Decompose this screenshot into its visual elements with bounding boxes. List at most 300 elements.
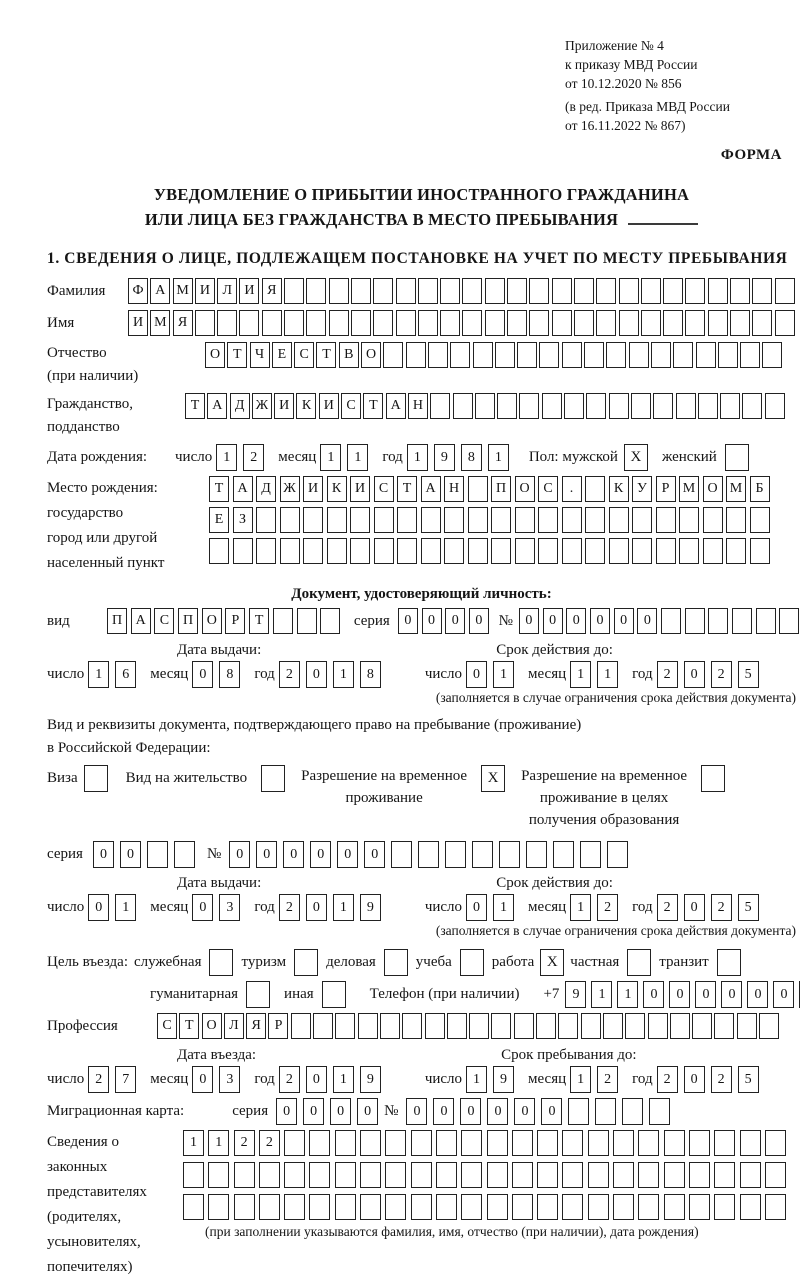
identity-valid-day-cells[interactable] <box>466 661 520 688</box>
char-cell[interactable]: 0 <box>283 841 304 868</box>
char-cell[interactable] <box>495 342 515 368</box>
char-cell[interactable]: 1 <box>466 1066 487 1093</box>
char-cell[interactable] <box>562 507 582 533</box>
char-cell[interactable]: 0 <box>695 981 716 1008</box>
char-cell[interactable] <box>619 278 639 304</box>
char-cell[interactable] <box>641 278 661 304</box>
char-cell[interactable] <box>765 1130 786 1156</box>
char-cell[interactable]: 0 <box>192 1066 213 1093</box>
citizenship-cells[interactable] <box>185 393 787 419</box>
char-cell[interactable]: 0 <box>773 981 794 1008</box>
char-cell[interactable]: 0 <box>303 1098 324 1125</box>
birth-place-cells-1[interactable] <box>209 476 773 502</box>
char-cell[interactable]: 0 <box>192 894 213 921</box>
char-cell[interactable] <box>581 1013 601 1039</box>
migration-number-cells[interactable] <box>406 1098 676 1125</box>
char-cell[interactable] <box>183 1162 204 1188</box>
char-cell[interactable] <box>574 310 594 336</box>
char-cell[interactable]: 0 <box>684 661 705 688</box>
char-cell[interactable]: А <box>386 393 406 419</box>
char-cell[interactable]: 0 <box>669 981 690 1008</box>
char-cell[interactable]: Ф <box>128 278 148 304</box>
char-cell[interactable] <box>708 608 728 634</box>
char-cell[interactable] <box>514 1013 534 1039</box>
char-cell[interactable] <box>453 393 473 419</box>
char-cell[interactable] <box>519 393 539 419</box>
char-cell[interactable]: Л <box>217 278 237 304</box>
char-cell[interactable] <box>360 1162 381 1188</box>
purpose-study-checkbox[interactable] <box>460 949 484 976</box>
char-cell[interactable] <box>233 538 253 564</box>
char-cell[interactable] <box>391 841 412 868</box>
char-cell[interactable]: 0 <box>256 841 277 868</box>
char-cell[interactable] <box>542 393 562 419</box>
char-cell[interactable] <box>461 1194 482 1220</box>
char-cell[interactable] <box>385 1130 406 1156</box>
representatives-cells-1[interactable] <box>183 1130 790 1156</box>
char-cell[interactable] <box>703 507 723 533</box>
residence-issue-day-cells[interactable] <box>88 894 142 921</box>
char-cell[interactable] <box>537 1194 558 1220</box>
char-cell[interactable] <box>585 538 605 564</box>
char-cell[interactable]: 2 <box>88 1066 109 1093</box>
char-cell[interactable]: 0 <box>276 1098 297 1125</box>
char-cell[interactable] <box>538 538 558 564</box>
residence-valid-month-cells[interactable] <box>570 894 624 921</box>
gender-female-checkbox[interactable] <box>725 444 749 471</box>
char-cell[interactable] <box>664 1162 685 1188</box>
char-cell[interactable] <box>762 342 782 368</box>
char-cell[interactable] <box>487 1130 508 1156</box>
char-cell[interactable]: 1 <box>597 661 618 688</box>
char-cell[interactable] <box>585 476 605 502</box>
char-cell[interactable] <box>759 1013 779 1039</box>
char-cell[interactable]: И <box>195 278 215 304</box>
char-cell[interactable]: 0 <box>514 1098 535 1125</box>
char-cell[interactable]: 2 <box>657 1066 678 1093</box>
char-cell[interactable] <box>461 1130 482 1156</box>
char-cell[interactable]: 5 <box>738 661 759 688</box>
char-cell[interactable] <box>239 310 259 336</box>
char-cell[interactable] <box>607 841 628 868</box>
char-cell[interactable] <box>588 1162 609 1188</box>
residence-issue-month-cells[interactable] <box>192 894 246 921</box>
char-cell[interactable] <box>358 1013 378 1039</box>
char-cell[interactable]: И <box>303 476 323 502</box>
char-cell[interactable] <box>436 1194 457 1220</box>
char-cell[interactable] <box>350 538 370 564</box>
char-cell[interactable]: 0 <box>469 608 489 634</box>
char-cell[interactable] <box>726 538 746 564</box>
char-cell[interactable]: 0 <box>306 894 327 921</box>
char-cell[interactable]: 0 <box>406 1098 427 1125</box>
char-cell[interactable] <box>775 310 795 336</box>
char-cell[interactable] <box>335 1013 355 1039</box>
char-cell[interactable]: 0 <box>229 841 250 868</box>
char-cell[interactable] <box>259 1194 280 1220</box>
char-cell[interactable] <box>596 278 616 304</box>
char-cell[interactable]: 9 <box>493 1066 514 1093</box>
entry-month-cells[interactable] <box>192 1066 246 1093</box>
char-cell[interactable]: М <box>173 278 193 304</box>
char-cell[interactable]: М <box>150 310 170 336</box>
char-cell[interactable] <box>737 1013 757 1039</box>
char-cell[interactable]: А <box>150 278 170 304</box>
char-cell[interactable] <box>708 310 728 336</box>
char-cell[interactable] <box>380 1013 400 1039</box>
char-cell[interactable] <box>217 310 237 336</box>
char-cell[interactable] <box>750 538 770 564</box>
temp-residence-education-checkbox[interactable] <box>701 765 725 792</box>
char-cell[interactable] <box>195 310 215 336</box>
char-cell[interactable] <box>648 1013 668 1039</box>
identity-issue-year-cells[interactable] <box>279 661 387 688</box>
char-cell[interactable] <box>208 1194 229 1220</box>
char-cell[interactable]: 1 <box>115 894 136 921</box>
char-cell[interactable] <box>499 841 520 868</box>
char-cell[interactable]: 1 <box>333 661 354 688</box>
char-cell[interactable] <box>335 1130 356 1156</box>
char-cell[interactable] <box>670 1013 690 1039</box>
char-cell[interactable] <box>676 393 696 419</box>
surname-cells[interactable] <box>128 278 797 304</box>
char-cell[interactable]: О <box>202 608 222 634</box>
char-cell[interactable] <box>679 538 699 564</box>
char-cell[interactable] <box>537 1162 558 1188</box>
char-cell[interactable]: 0 <box>192 661 213 688</box>
char-cell[interactable] <box>350 507 370 533</box>
char-cell[interactable] <box>685 278 705 304</box>
char-cell[interactable] <box>562 1130 583 1156</box>
char-cell[interactable]: 5 <box>738 894 759 921</box>
birth-place-cells-2[interactable] <box>209 507 773 533</box>
char-cell[interactable]: Е <box>209 507 229 533</box>
char-cell[interactable] <box>664 1194 685 1220</box>
char-cell[interactable] <box>714 1194 735 1220</box>
char-cell[interactable]: Н <box>444 476 464 502</box>
char-cell[interactable] <box>436 1130 457 1156</box>
char-cell[interactable]: 0 <box>398 608 418 634</box>
char-cell[interactable] <box>632 507 652 533</box>
char-cell[interactable]: 6 <box>115 661 136 688</box>
char-cell[interactable] <box>689 1130 710 1156</box>
char-cell[interactable]: Т <box>209 476 229 502</box>
char-cell[interactable]: Т <box>249 608 269 634</box>
char-cell[interactable] <box>574 278 594 304</box>
char-cell[interactable]: С <box>538 476 558 502</box>
char-cell[interactable] <box>291 1013 311 1039</box>
char-cell[interactable] <box>360 1194 381 1220</box>
char-cell[interactable]: 0 <box>310 841 331 868</box>
char-cell[interactable]: В <box>339 342 359 368</box>
char-cell[interactable] <box>732 608 752 634</box>
char-cell[interactable] <box>536 1013 556 1039</box>
char-cell[interactable] <box>730 278 750 304</box>
char-cell[interactable] <box>663 278 683 304</box>
char-cell[interactable] <box>720 393 740 419</box>
char-cell[interactable] <box>462 310 482 336</box>
char-cell[interactable] <box>692 1013 712 1039</box>
char-cell[interactable] <box>515 507 535 533</box>
char-cell[interactable] <box>360 1130 381 1156</box>
char-cell[interactable] <box>418 841 439 868</box>
identity-number-cells[interactable] <box>519 608 800 634</box>
char-cell[interactable] <box>588 1194 609 1220</box>
char-cell[interactable] <box>462 278 482 304</box>
birth-place-cells-3[interactable] <box>209 538 773 564</box>
identity-valid-year-cells[interactable] <box>657 661 765 688</box>
char-cell[interactable] <box>585 507 605 533</box>
identity-series-cells[interactable] <box>398 608 493 634</box>
char-cell[interactable]: 0 <box>684 894 705 921</box>
char-cell[interactable] <box>740 1194 761 1220</box>
char-cell[interactable]: 0 <box>590 608 610 634</box>
char-cell[interactable]: 0 <box>614 608 634 634</box>
char-cell[interactable] <box>629 342 649 368</box>
char-cell[interactable] <box>714 1130 735 1156</box>
char-cell[interactable] <box>284 278 304 304</box>
char-cell[interactable] <box>775 278 795 304</box>
char-cell[interactable]: М <box>679 476 699 502</box>
char-cell[interactable] <box>613 1162 634 1188</box>
char-cell[interactable]: О <box>202 1013 222 1039</box>
char-cell[interactable]: 0 <box>541 1098 562 1125</box>
char-cell[interactable]: 1 <box>591 981 612 1008</box>
char-cell[interactable] <box>526 841 547 868</box>
char-cell[interactable] <box>651 342 671 368</box>
char-cell[interactable]: Т <box>316 342 336 368</box>
char-cell[interactable]: 0 <box>466 894 487 921</box>
char-cell[interactable] <box>568 1098 589 1125</box>
char-cell[interactable]: 2 <box>234 1130 255 1156</box>
char-cell[interactable]: 1 <box>320 444 341 471</box>
char-cell[interactable]: 0 <box>460 1098 481 1125</box>
char-cell[interactable]: У <box>632 476 652 502</box>
char-cell[interactable] <box>447 1013 467 1039</box>
char-cell[interactable] <box>703 538 723 564</box>
char-cell[interactable] <box>313 1013 333 1039</box>
char-cell[interactable] <box>385 1162 406 1188</box>
char-cell[interactable] <box>552 310 572 336</box>
char-cell[interactable] <box>679 507 699 533</box>
char-cell[interactable] <box>507 278 527 304</box>
char-cell[interactable] <box>329 310 349 336</box>
char-cell[interactable]: 8 <box>219 661 240 688</box>
char-cell[interactable] <box>765 1194 786 1220</box>
firstname-cells[interactable] <box>128 310 797 336</box>
char-cell[interactable] <box>588 1130 609 1156</box>
char-cell[interactable] <box>537 1130 558 1156</box>
char-cell[interactable] <box>698 393 718 419</box>
purpose-work-checkbox[interactable]: X <box>540 949 564 976</box>
char-cell[interactable] <box>273 608 293 634</box>
char-cell[interactable]: 2 <box>657 661 678 688</box>
char-cell[interactable]: 0 <box>306 1066 327 1093</box>
char-cell[interactable] <box>335 1162 356 1188</box>
purpose-tourism-checkbox[interactable] <box>294 949 318 976</box>
char-cell[interactable] <box>327 507 347 533</box>
purpose-humanitarian-checkbox[interactable] <box>246 981 270 1008</box>
char-cell[interactable] <box>596 310 616 336</box>
char-cell[interactable] <box>373 310 393 336</box>
char-cell[interactable]: 8 <box>461 444 482 471</box>
char-cell[interactable]: . <box>562 476 582 502</box>
char-cell[interactable] <box>411 1194 432 1220</box>
char-cell[interactable]: И <box>274 393 294 419</box>
char-cell[interactable] <box>649 1098 670 1125</box>
char-cell[interactable]: О <box>703 476 723 502</box>
char-cell[interactable] <box>606 342 626 368</box>
char-cell[interactable] <box>411 1162 432 1188</box>
char-cell[interactable] <box>552 278 572 304</box>
stay-month-cells[interactable] <box>570 1066 624 1093</box>
char-cell[interactable]: Р <box>225 608 245 634</box>
char-cell[interactable] <box>564 393 584 419</box>
char-cell[interactable] <box>309 1194 330 1220</box>
patronymic-cells[interactable] <box>205 342 785 368</box>
char-cell[interactable] <box>756 608 776 634</box>
char-cell[interactable] <box>689 1162 710 1188</box>
char-cell[interactable]: 2 <box>259 1130 280 1156</box>
char-cell[interactable]: 2 <box>711 661 732 688</box>
char-cell[interactable] <box>487 1162 508 1188</box>
char-cell[interactable] <box>538 507 558 533</box>
representatives-cells-3[interactable] <box>183 1194 790 1220</box>
char-cell[interactable] <box>425 1013 445 1039</box>
char-cell[interactable] <box>515 538 535 564</box>
purpose-private-checkbox[interactable] <box>627 949 651 976</box>
residence-valid-day-cells[interactable] <box>466 894 520 921</box>
char-cell[interactable] <box>641 310 661 336</box>
char-cell[interactable]: 1 <box>493 661 514 688</box>
char-cell[interactable]: 3 <box>219 1066 240 1093</box>
char-cell[interactable]: 0 <box>357 1098 378 1125</box>
char-cell[interactable]: Я <box>262 278 282 304</box>
char-cell[interactable] <box>259 1162 280 1188</box>
char-cell[interactable] <box>440 278 460 304</box>
char-cell[interactable] <box>663 310 683 336</box>
char-cell[interactable] <box>469 1013 489 1039</box>
char-cell[interactable] <box>708 278 728 304</box>
char-cell[interactable]: К <box>327 476 347 502</box>
char-cell[interactable] <box>174 841 195 868</box>
char-cell[interactable]: 9 <box>360 894 381 921</box>
purpose-transit-checkbox[interactable] <box>717 949 741 976</box>
char-cell[interactable]: 0 <box>721 981 742 1008</box>
char-cell[interactable]: 0 <box>433 1098 454 1125</box>
char-cell[interactable] <box>309 1162 330 1188</box>
char-cell[interactable] <box>685 310 705 336</box>
char-cell[interactable]: Ч <box>250 342 270 368</box>
char-cell[interactable] <box>485 310 505 336</box>
purpose-official-checkbox[interactable] <box>209 949 233 976</box>
char-cell[interactable] <box>485 278 505 304</box>
char-cell[interactable] <box>418 310 438 336</box>
char-cell[interactable] <box>497 393 517 419</box>
char-cell[interactable] <box>613 1130 634 1156</box>
char-cell[interactable] <box>303 538 323 564</box>
char-cell[interactable]: Я <box>173 310 193 336</box>
char-cell[interactable] <box>280 538 300 564</box>
char-cell[interactable]: 0 <box>684 1066 705 1093</box>
char-cell[interactable] <box>752 278 772 304</box>
char-cell[interactable] <box>440 310 460 336</box>
char-cell[interactable]: 0 <box>543 608 563 634</box>
identity-valid-month-cells[interactable] <box>570 661 624 688</box>
char-cell[interactable]: 9 <box>565 981 586 1008</box>
char-cell[interactable] <box>529 278 549 304</box>
char-cell[interactable] <box>234 1162 255 1188</box>
char-cell[interactable]: А <box>131 608 151 634</box>
char-cell[interactable]: А <box>233 476 253 502</box>
char-cell[interactable]: Д <box>230 393 250 419</box>
char-cell[interactable] <box>444 507 464 533</box>
char-cell[interactable] <box>512 1162 533 1188</box>
char-cell[interactable] <box>428 342 448 368</box>
char-cell[interactable] <box>584 342 604 368</box>
char-cell[interactable] <box>689 1194 710 1220</box>
char-cell[interactable] <box>765 1162 786 1188</box>
char-cell[interactable] <box>430 393 450 419</box>
char-cell[interactable] <box>609 393 629 419</box>
char-cell[interactable] <box>335 1194 356 1220</box>
char-cell[interactable]: П <box>178 608 198 634</box>
char-cell[interactable] <box>740 1162 761 1188</box>
char-cell[interactable]: Я <box>246 1013 266 1039</box>
char-cell[interactable] <box>558 1013 578 1039</box>
char-cell[interactable]: И <box>128 310 148 336</box>
char-cell[interactable]: 0 <box>566 608 586 634</box>
char-cell[interactable]: Т <box>363 393 383 419</box>
char-cell[interactable]: 0 <box>364 841 385 868</box>
char-cell[interactable] <box>586 393 606 419</box>
char-cell[interactable] <box>625 1013 645 1039</box>
char-cell[interactable]: А <box>207 393 227 419</box>
birth-month-cells[interactable] <box>320 444 374 471</box>
char-cell[interactable] <box>468 538 488 564</box>
char-cell[interactable]: 0 <box>93 841 114 868</box>
char-cell[interactable] <box>461 1162 482 1188</box>
migration-series-cells[interactable] <box>276 1098 384 1125</box>
char-cell[interactable]: П <box>107 608 127 634</box>
char-cell[interactable] <box>373 278 393 304</box>
char-cell[interactable] <box>529 310 549 336</box>
char-cell[interactable]: О <box>205 342 225 368</box>
char-cell[interactable] <box>696 342 716 368</box>
char-cell[interactable] <box>421 538 441 564</box>
char-cell[interactable] <box>512 1194 533 1220</box>
char-cell[interactable] <box>472 841 493 868</box>
char-cell[interactable] <box>632 538 652 564</box>
char-cell[interactable] <box>562 538 582 564</box>
char-cell[interactable] <box>638 1130 659 1156</box>
char-cell[interactable] <box>306 278 326 304</box>
char-cell[interactable]: 0 <box>306 661 327 688</box>
char-cell[interactable] <box>562 342 582 368</box>
char-cell[interactable]: А <box>421 476 441 502</box>
char-cell[interactable]: 2 <box>711 1066 732 1093</box>
char-cell[interactable]: 0 <box>330 1098 351 1125</box>
visa-checkbox[interactable] <box>84 765 108 792</box>
char-cell[interactable]: 0 <box>747 981 768 1008</box>
char-cell[interactable]: 0 <box>487 1098 508 1125</box>
stay-year-cells[interactable] <box>657 1066 765 1093</box>
char-cell[interactable] <box>507 310 527 336</box>
char-cell[interactable] <box>631 393 651 419</box>
identity-issue-day-cells[interactable] <box>88 661 142 688</box>
char-cell[interactable] <box>262 310 282 336</box>
char-cell[interactable] <box>603 1013 623 1039</box>
